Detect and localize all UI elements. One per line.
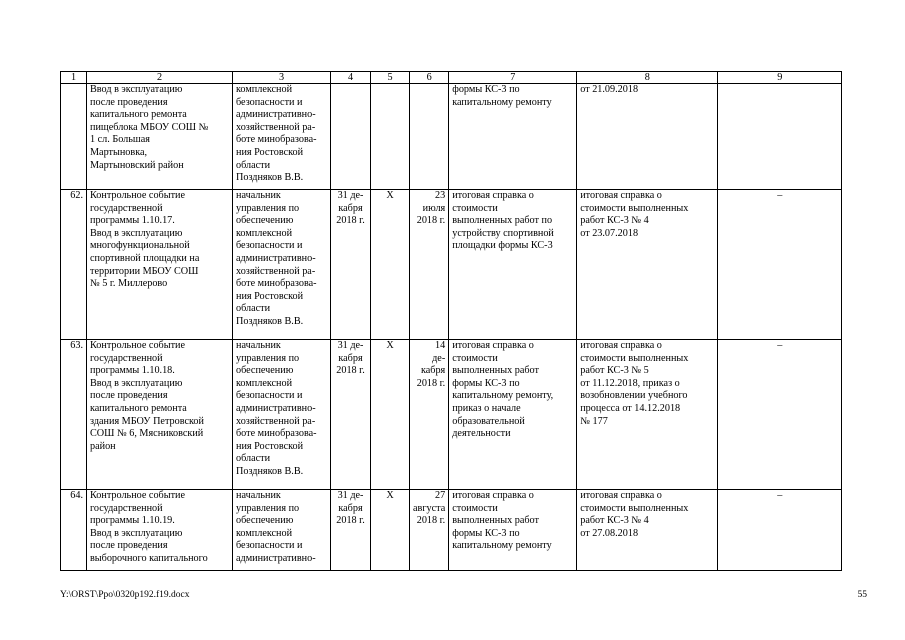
mark-cell: Х [371,190,410,340]
table-row [61,490,842,571]
table-row [61,340,842,490]
mark-cell [371,84,410,190]
column-number-row [61,72,842,84]
responsible-cell: начальник управления по обеспечению комплексной безопасности и административно- хозяйственной ра- боте минобразова- ния Ростовской области Поздняков В.В. [233,340,331,490]
actual-date-cell [410,84,449,190]
document-cell: итоговая справка о стоимости выполненных работ формы КС-3 по капитальному ремонту [449,490,577,571]
column-number: 6 [410,72,449,84]
row-number: 62. [61,190,87,340]
planned-date-cell: 31 де- кабря 2018 г. [331,340,371,490]
responsible-cell: начальник управления по обеспечению комплексной безопасности и административно- хозяйственной ра- боте минобразова- ния Ростовской области Поздняков В.В. [233,190,331,340]
document-table [60,71,842,571]
actual-date-cell: 27 августа 2018 г. [410,490,449,571]
result-cell: итоговая справка о стоимости выполненных работ КС-3 № 5 от 11.12.2018, приказ о возобновлении учебного процесса от 14.12.2018 № 177 [577,340,718,490]
column-number: 4 [331,72,371,84]
note-cell: – [718,190,842,340]
planned-date-cell [331,84,371,190]
column-number: 5 [371,72,410,84]
note-cell [718,84,842,190]
actual-date-cell: 23 июля 2018 г. [410,190,449,340]
responsible-cell: начальник управления по обеспечению комплексной безопасности и административно- [233,490,331,571]
result-cell: итоговая справка о стоимости выполненных работ КС-3 № 4 от 23.07.2018 [577,190,718,340]
column-number: 1 [61,72,87,84]
row-number [61,84,87,190]
mark-cell: Х [371,490,410,571]
result-cell: итоговая справка о стоимости выполненных работ КС-3 № 4 от 27.08.2018 [577,490,718,571]
event-cell: Контрольное событие государственной программы 1.10.17. Ввод в эксплуатацию многофункциональной спортивной площадки на территории МБОУ СОШ № 5 г. Миллерово [87,190,233,340]
document-cell: формы КС-3 по капитальному ремонту [449,84,577,190]
table-row [61,84,842,190]
column-number: 9 [718,72,842,84]
column-number: 7 [449,72,577,84]
row-number: 64. [61,490,87,571]
planned-date-cell: 31 де- кабря 2018 г. [331,190,371,340]
planned-date-cell: 31 де- кабря 2018 г. [331,490,371,571]
event-cell: Контрольное событие государственной программы 1.10.19. Ввод в эксплуатацию после проведения выборочного капитального [87,490,233,571]
mark-cell: Х [371,340,410,490]
footer-file-path: Y:\ORST\Ppo\0320p192.f19.docx [60,590,190,600]
note-cell: – [718,340,842,490]
responsible-cell: комплексной безопасности и административно- хозяйственной ра- боте минобразова- ния Ростовской области Поздняков В.В. [233,84,331,190]
document-cell: итоговая справка о стоимости выполненных работ формы КС-3 по капитальному ремонту, приказ о начале образовательной деятельности [449,340,577,490]
event-cell: Контрольное событие государственной программы 1.10.18. Ввод в эксплуатацию после проведения капитального ремонта здания МБОУ Петровской СОШ № 6, Мясниковский район [87,340,233,490]
result-cell: от 21.09.2018 [577,84,718,190]
row-number: 63. [61,340,87,490]
table-row [61,190,842,340]
actual-date-cell: 14 де- кабря 2018 г. [410,340,449,490]
page-number: 55 [857,590,867,600]
column-number: 2 [87,72,233,84]
note-cell: – [718,490,842,571]
column-number: 3 [233,72,331,84]
column-number: 8 [577,72,718,84]
document-cell: итоговая справка о стоимости выполненных работ по устройству спортивной площадки формы КС-3 [449,190,577,340]
event-cell: Ввод в эксплуатацию после проведения капитального ремонта пищеблока МБОУ СОШ № 1 сл. Большая Мартыновка, Мартыновский район [87,84,233,190]
